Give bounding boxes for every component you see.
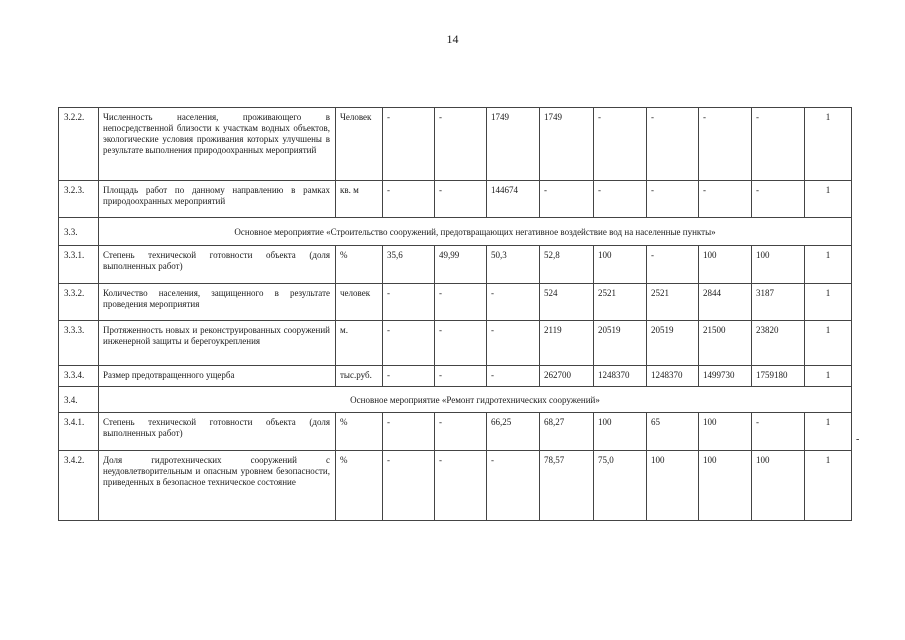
value-cell: 50,3 (487, 246, 540, 284)
unit-cell: % (336, 451, 383, 521)
value-cell: - (383, 413, 435, 451)
last-column-cell: 1 (805, 321, 852, 366)
section-title: Основное мероприятие «Строительство сооружений, предотвращающих негативное воздействие вод на населенные пункты» (99, 218, 852, 246)
value-cell: - (435, 366, 487, 387)
value-cell: 262700 (540, 366, 594, 387)
value-cell: 65 (647, 413, 699, 451)
indicator-name: Протяженность новых и реконструированных сооружений инженерной защиты и берегоукрепления (99, 321, 336, 366)
table-row (59, 181, 852, 218)
value-cell: - (540, 181, 594, 218)
value-cell: 2844 (699, 284, 752, 321)
value-cell: - (699, 181, 752, 218)
value-cell: 100 (594, 413, 647, 451)
row-number: 3.2.3. (59, 181, 99, 218)
section-row (59, 387, 852, 413)
value-cell: 1248370 (647, 366, 699, 387)
table-row (59, 108, 852, 181)
indicator-name: Степень технической готовности объекта (доля выполненных работ) (99, 413, 336, 451)
value-cell: - (383, 108, 435, 181)
value-cell: 75,0 (594, 451, 647, 521)
value-cell: - (435, 108, 487, 181)
table-row (59, 451, 852, 521)
value-cell: - (435, 284, 487, 321)
unit-cell: человек (336, 284, 383, 321)
last-column-cell: 1 (805, 366, 852, 387)
row-number: 3.3.2. (59, 284, 99, 321)
value-cell: 2119 (540, 321, 594, 366)
value-cell: 49,99 (435, 246, 487, 284)
value-cell: - (383, 366, 435, 387)
value-cell: 1749 (487, 108, 540, 181)
indicator-name: Площадь работ по данному направлению в рамках природоохранных мероприятий (99, 181, 336, 218)
value-cell: - (487, 451, 540, 521)
row-number: 3.3.4. (59, 366, 99, 387)
value-cell: 100 (752, 451, 805, 521)
value-cell: - (752, 181, 805, 218)
value-cell: - (435, 413, 487, 451)
unit-cell: тыс.руб. (336, 366, 383, 387)
value-cell: 1749 (540, 108, 594, 181)
value-cell: 3187 (752, 284, 805, 321)
last-column-cell: 1 (805, 246, 852, 284)
value-cell: - (383, 451, 435, 521)
table-row (59, 366, 852, 387)
value-cell: - (647, 108, 699, 181)
value-cell: 100 (699, 246, 752, 284)
table-row (59, 284, 852, 321)
value-cell: - (487, 284, 540, 321)
row-number: 3.3.1. (59, 246, 99, 284)
value-cell: 100 (699, 413, 752, 451)
value-cell: 100 (699, 451, 752, 521)
value-cell: 20519 (647, 321, 699, 366)
value-cell: - (647, 181, 699, 218)
value-cell: - (594, 181, 647, 218)
value-cell: 78,57 (540, 451, 594, 521)
value-cell: 1499730 (699, 366, 752, 387)
indicators-table (58, 107, 852, 521)
last-column-cell: 1 (805, 181, 852, 218)
value-cell: - (383, 284, 435, 321)
last-column-cell: 1 (805, 413, 852, 451)
indicator-name: Размер предотвращенного ущерба (99, 366, 336, 387)
value-cell: - (435, 321, 487, 366)
value-cell: 52,8 (540, 246, 594, 284)
value-cell: - (383, 181, 435, 218)
value-cell: 66,25 (487, 413, 540, 451)
unit-cell: % (336, 246, 383, 284)
value-cell: 20519 (594, 321, 647, 366)
value-cell: 35,6 (383, 246, 435, 284)
last-column-cell: 1 (805, 451, 852, 521)
section-number: 3.3. (59, 218, 99, 246)
value-cell: - (752, 413, 805, 451)
value-cell: - (435, 451, 487, 521)
value-cell: - (383, 321, 435, 366)
indicator-name: Степень технической готовности объекта (доля выполненных работ) (99, 246, 336, 284)
unit-cell: м. (336, 321, 383, 366)
value-cell: 2521 (647, 284, 699, 321)
indicator-name: Количество населения, защищенного в результате проведения мероприятия (99, 284, 336, 321)
row-number: 3.4.2. (59, 451, 99, 521)
table-row (59, 246, 852, 284)
indicator-name: Доля гидротехнических сооружений с неудовлетворительным и опасным уровнем безопасности, приведенных в безопасное техническое состояние (99, 451, 336, 521)
value-cell: - (487, 321, 540, 366)
unit-cell: кв. м (336, 181, 383, 218)
value-cell: 23820 (752, 321, 805, 366)
value-cell: - (435, 181, 487, 218)
row-number: 3.2.2. (59, 108, 99, 181)
last-column-cell: 1 (805, 284, 852, 321)
value-cell: 68,27 (540, 413, 594, 451)
section-row (59, 218, 852, 246)
value-cell: - (487, 366, 540, 387)
value-cell: 21500 (699, 321, 752, 366)
value-cell: 144674 (487, 181, 540, 218)
table-row (59, 413, 852, 451)
row-number: 3.4.1. (59, 413, 99, 451)
value-cell: 524 (540, 284, 594, 321)
value-cell: - (699, 108, 752, 181)
page-number: 14 (446, 32, 459, 46)
value-cell: 100 (594, 246, 647, 284)
row-number: 3.3.3. (59, 321, 99, 366)
value-cell: 100 (752, 246, 805, 284)
indicator-name: Численность населения, проживающего в непосредственной близости к участкам водных объектов, экологические условия проживания которых улучшены в результате выполнения природоохранных мероприятий (99, 108, 336, 181)
value-cell: 1248370 (594, 366, 647, 387)
table-row (59, 321, 852, 366)
value-cell: 2521 (594, 284, 647, 321)
last-column-cell: 1 (805, 108, 852, 181)
value-cell: 1759180 (752, 366, 805, 387)
value-cell: - (647, 246, 699, 284)
unit-cell: Человек (336, 108, 383, 181)
value-cell: - (752, 108, 805, 181)
section-title: Основное мероприятие «Ремонт гидротехнических сооружений» (99, 387, 852, 413)
section-number: 3.4. (59, 387, 99, 413)
value-cell: 100 (647, 451, 699, 521)
margin-dash: - (856, 434, 860, 445)
value-cell: - (594, 108, 647, 181)
unit-cell: % (336, 413, 383, 451)
